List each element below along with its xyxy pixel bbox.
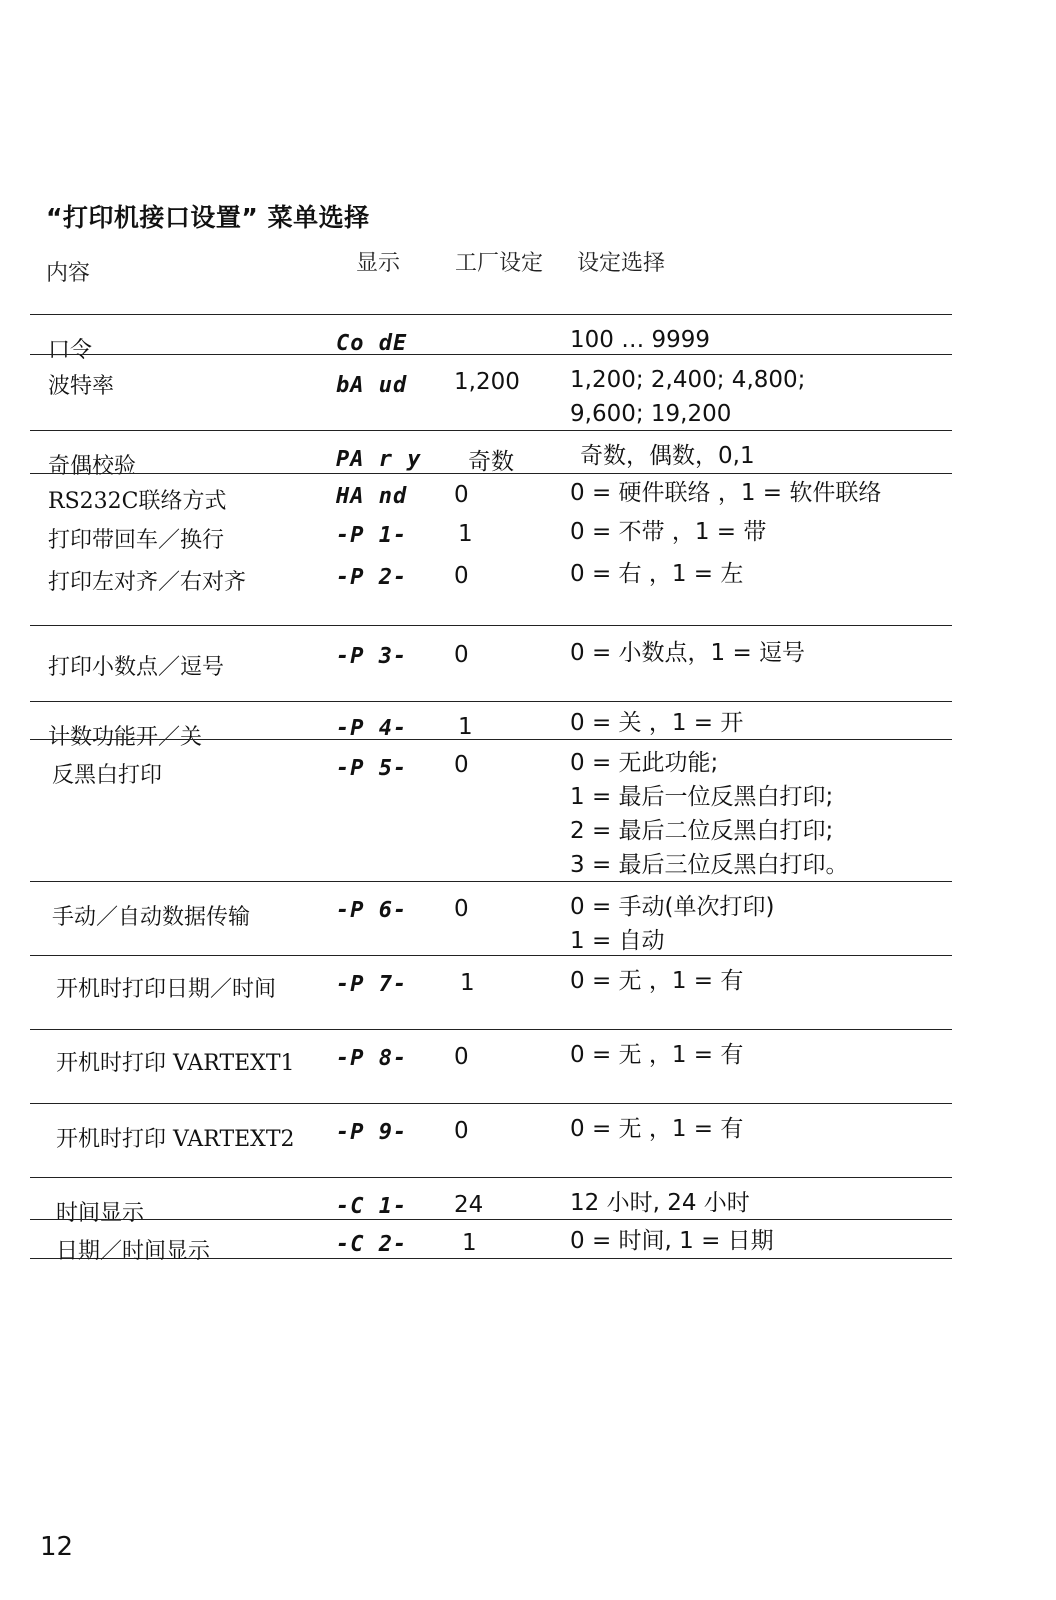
row-display-code: PA r y: [336, 447, 422, 472]
row-display-code: -P 5-: [336, 756, 408, 781]
option-line: 0 = 手动(单次打印): [570, 894, 775, 920]
header-content: 内容: [46, 261, 91, 286]
row-options: [580, 439, 755, 473]
row-factory-value: 24: [454, 1192, 484, 1218]
table-row: [30, 701, 952, 750]
option-line: 1,200; 2,400; 4,800;: [570, 367, 806, 393]
row-options: [570, 964, 743, 998]
table-row: [30, 473, 952, 513]
row-display-code: -P 4-: [336, 716, 408, 741]
row-factory-value: 1: [458, 521, 473, 547]
row-display-code: -P 6-: [336, 898, 408, 923]
option-line: 0 = 无 ，1 = 有: [570, 1042, 744, 1068]
row-content: 开机时打印 VARTEXT1: [56, 1051, 295, 1076]
option-line: 0 = 无 ，1 = 有: [570, 968, 744, 994]
row-display-code: -P 2-: [336, 565, 408, 590]
page-number: 12: [40, 1532, 74, 1562]
row-options: [570, 746, 849, 882]
row-display-code: -P 1-: [336, 523, 408, 548]
section-title: “打印机接口设置” 菜单选择: [46, 203, 370, 232]
table-row: [30, 314, 952, 363]
row-content: 开机时打印 VARTEXT2: [56, 1127, 295, 1152]
row-factory-value: 奇数: [468, 449, 514, 475]
row-options: [570, 363, 805, 431]
row-display-code: -P 3-: [336, 644, 408, 669]
row-options: [570, 476, 881, 510]
row-display-code: Co dE: [336, 331, 408, 356]
row-factory-value: 1: [460, 970, 475, 996]
row-factory-value: 1: [462, 1230, 477, 1256]
table-row: [30, 513, 952, 555]
row-factory-value: 0: [454, 752, 469, 778]
table-row: [30, 1029, 952, 1103]
row-factory-value: 0: [454, 1118, 469, 1144]
option-line: 0 = 无 ，1 = 有: [570, 1116, 744, 1142]
row-options: [570, 890, 774, 958]
row-options: [570, 1186, 750, 1220]
option-line: 12 小时, 24 小时: [570, 1190, 750, 1216]
table-row: [30, 955, 952, 1029]
row-options: [570, 323, 710, 357]
header-factory-setting: 工厂设定: [455, 251, 544, 276]
option-line: 0 = 硬件联络 ，1 = 软件联络: [570, 480, 882, 506]
row-factory-value: 1,200: [454, 369, 520, 395]
row-content: 奇偶校验: [48, 454, 137, 479]
row-factory-value: 0: [454, 642, 469, 668]
option-line: 9,600; 19,200: [570, 401, 732, 427]
row-options: [570, 1038, 743, 1072]
row-options: [570, 706, 743, 740]
option-line: 1 = 最后一位反黑白打印;: [570, 784, 834, 810]
table-row: [30, 625, 952, 701]
row-display-code: -P 8-: [336, 1046, 408, 1071]
row-display-code: HA nd: [336, 484, 408, 509]
table-row: [30, 430, 952, 479]
table-row: [30, 555, 952, 625]
row-factory-value: 0: [454, 482, 469, 508]
option-line: 1 = 自动: [570, 928, 665, 954]
row-display-code: -P 9-: [336, 1120, 408, 1145]
row-content: 手动／自动数据传输: [52, 905, 251, 930]
option-line: 0 = 小数点，1 = 逗号: [570, 640, 806, 666]
row-display-code: -C 1-: [336, 1194, 408, 1219]
row-options: [570, 557, 743, 591]
table-row: [30, 1219, 952, 1264]
row-display-code: -P 7-: [336, 972, 408, 997]
row-content: 开机时打印日期／时间: [56, 977, 277, 1002]
table-row: [30, 881, 952, 955]
row-content: 波特率: [48, 374, 115, 399]
option-line: 100 … 9999: [570, 327, 711, 353]
settings-table: [30, 314, 952, 1264]
row-content: 打印小数点／逗号: [48, 655, 225, 680]
row-content: 打印带回车／换行: [48, 528, 225, 553]
table-row: [30, 1177, 952, 1226]
row-options: [570, 636, 805, 670]
table-row: [30, 354, 952, 430]
row-content: 计数功能开／关: [48, 725, 203, 750]
row-factory-value: 0: [454, 563, 469, 589]
row-content: 时间显示: [56, 1201, 145, 1226]
row-content: 反黑白打印: [52, 763, 163, 788]
row-options: [570, 1112, 743, 1146]
row-display-code: -C 2-: [336, 1232, 408, 1257]
row-content: 打印左对齐／右对齐: [48, 570, 247, 595]
row-factory-value: 0: [454, 896, 469, 922]
row-factory-value: 0: [454, 1044, 469, 1070]
row-options: [570, 515, 766, 549]
option-line: 奇数，偶数，0,1: [580, 443, 755, 469]
option-line: 3 = 最后三位反黑白打印。: [570, 852, 849, 878]
option-line: 0 = 不带 ，1 = 带: [570, 519, 767, 545]
option-line: 0 = 关 ，1 = 开: [570, 710, 744, 736]
table-row: [30, 739, 952, 881]
table-row: [30, 1103, 952, 1177]
option-line: 0 = 右 ，1 = 左: [570, 561, 744, 587]
row-options: [570, 1224, 774, 1258]
option-line: 0 = 无此功能;: [570, 750, 719, 776]
row-factory-value: 1: [458, 714, 473, 740]
header-setting-options: 设定选择: [577, 251, 666, 276]
row-content: RS232C联络方式: [48, 489, 227, 514]
option-line: 2 = 最后二位反黑白打印;: [570, 818, 834, 844]
row-content: 口令: [48, 338, 93, 363]
header-display: 显示: [356, 251, 401, 276]
option-line: 0 = 时间, 1 = 日期: [570, 1228, 774, 1254]
row-display-code: bA ud: [336, 373, 408, 398]
row-content: 日期／时间显示: [56, 1239, 211, 1264]
